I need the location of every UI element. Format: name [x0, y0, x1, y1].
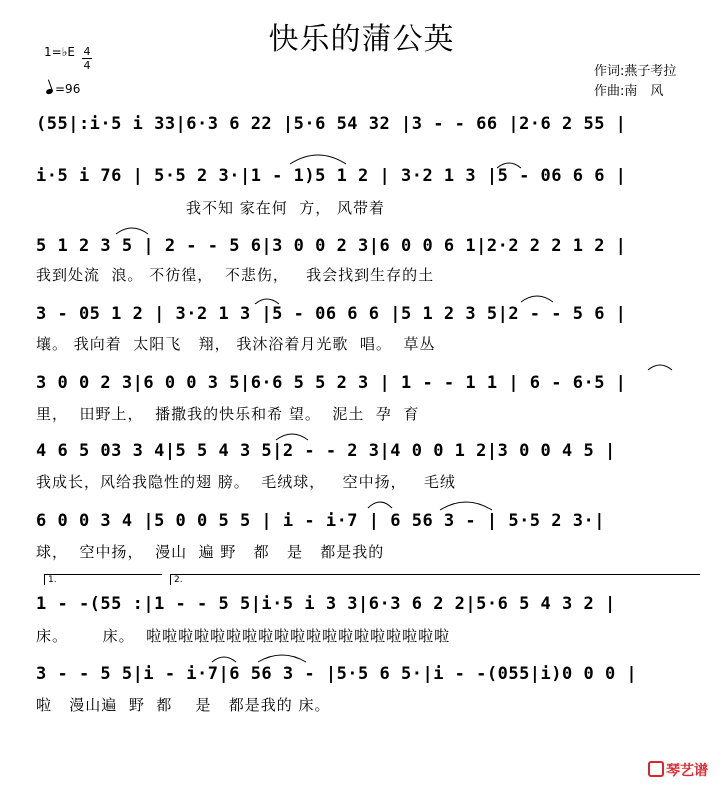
lyric-row-6: 我成长，风给我隐性的翅 膀。 毛绒球， 空中扬， 毛绒: [36, 473, 456, 491]
first-ending: 1.: [44, 574, 162, 585]
slur-arc: [258, 655, 306, 662]
time-signature: [82, 45, 92, 72]
lyric-row-4: 壤。 我向着 太阳飞 翔， 我沐浴着月光歌 唱。 草丛: [36, 335, 436, 353]
lyric-row-7: 球， 空中扬， 漫山 遍 野 都 是 都是我的: [36, 543, 385, 561]
lyric-row-2: 我不知 家在何 方， 风带着: [36, 199, 386, 217]
notation-row-1: (55|:i·5 i 33|6·3 6 22 |5·6 54 32 |3 - - 66 |2·6 2 55 |: [36, 114, 627, 134]
time-top: 4: [83, 45, 91, 58]
key-value: ♭E: [61, 45, 75, 59]
composer: 作曲:南 风: [594, 84, 664, 99]
notation-row-8: 1 - -(55 :|1 - - 5 5|i·5 i 3 3|6·3 6 2 2|5·6 5 4 3 2 |: [36, 594, 616, 614]
notation-row-7: 6 0 0 3 4 |5 0 0 5 5 | i - i·7 | 6 56 3 - | 5·5 2 3·|: [36, 511, 605, 531]
site-logo: [648, 760, 708, 780]
logo-icon: [648, 761, 664, 777]
lyric-row-3: 我到处流 浪。 不彷徨， 不悲伤， 我会找到生存的土: [36, 266, 435, 284]
song-title: 快乐的蒲公英: [268, 22, 455, 57]
key-signature: [44, 44, 75, 60]
slur-arc: [648, 365, 672, 370]
tempo-value: =96: [55, 82, 81, 96]
notation-row-3: 5 1 2 3 5 | 2 - - 5 6|3 0 0 2 3|6 0 0 6 1|2·2 2 2 1 2 |: [36, 236, 627, 256]
lyric-row-9: 啦 漫山遍 野 都 是 都是我的 床。: [36, 696, 331, 714]
slur-arc: [521, 296, 553, 302]
slur-arc: [276, 434, 308, 440]
lyric-row-5: 里， 田野上， 播撒我的快乐和希 望。 泥土 孕 育: [36, 405, 420, 423]
notation-row-2: i·5 i 76 | 5·5 2 3·|1 - 1)5 1 2 | 3·2 1 3 |5 - 06 6 6 |: [36, 166, 627, 186]
credits: [594, 62, 676, 102]
volta-brackets: [44, 574, 696, 588]
key-label: 1=: [44, 45, 62, 59]
notation-row-4: 3 - 05 1 2 | 3·2 1 3 |5 - 06 6 6 |5 1 2 3 5|2 - - 5 6 |: [36, 304, 627, 324]
notation-row-9: 3 - - 5 5|i - i·7|6 56 3 - |5·5 6 5·|i - -(055|i)0 0 0 |: [36, 664, 638, 684]
time-bottom: 4: [83, 59, 91, 72]
slur-arc: [116, 228, 148, 234]
lyric-row-8: 床。 床。 啦啦啦啦啦啦啦啦啦啦啦啦啦啦啦啦啦啦啦: [36, 627, 451, 645]
slur-arc: [290, 155, 346, 164]
slur-arc: [440, 502, 492, 510]
slur-arc: [368, 502, 392, 508]
logo-text: 琴艺谱: [666, 763, 708, 779]
slur-arc: [212, 657, 236, 662]
tempo-marking: [46, 82, 80, 96]
lyricist: 作词:燕子考拉: [594, 64, 677, 79]
second-ending: 2.: [170, 574, 700, 585]
notation-row-6: 4 6 5 03 3 4|5 5 4 3 5|2 - - 2 3|4 0 0 1 2|3 0 0 4 5 |: [36, 441, 616, 461]
notation-row-5: 3 0 0 2 3|6 0 0 3 5|6·6 5 5 2 3 | 1 - - 1 1 | 6 - 6·5 |: [36, 373, 627, 393]
quarter-note-icon: [45, 88, 53, 95]
